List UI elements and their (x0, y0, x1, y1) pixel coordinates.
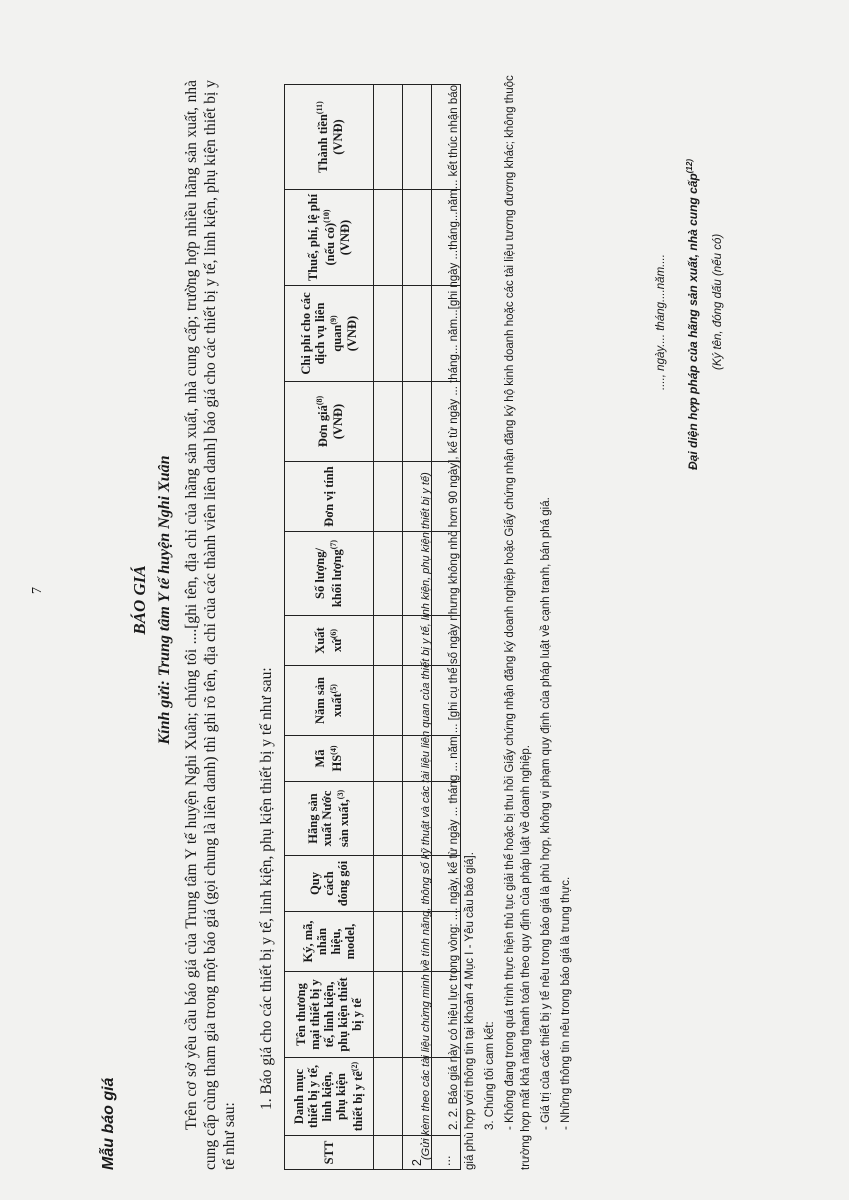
table-cell (374, 666, 403, 736)
addressee: Kính gửi: Trung tâm Y tế huyện Nghi Xuân (156, 455, 173, 745)
rotated-content (100, 30, 820, 1170)
row-number-cell: 2 (403, 1136, 432, 1170)
table-cell (374, 972, 403, 1058)
table-cell (403, 286, 432, 382)
document-title: BÁO GIÁ (130, 565, 149, 635)
table-cell (403, 190, 432, 286)
validity-paragraph: 2. 2. Báo giá này có hiệu lực trong vòng: .... ngày, kể từ ngày ... tháng ... năm ... [ghi cụ thể số ngày nhưng không nhỏ hơn 90 ngày], kể từ ngày ... tháng... năm...[ghi ngày ...tháng...năm... kết thúc nhận báo giá phù hợp với thông tin tại khoản 4 Mục I - Yêu cầu báo giá]. (448, 84, 476, 1170)
column-header: Mã HS$^{(4)}$ (285, 736, 374, 782)
table-cell (374, 462, 403, 532)
commitment-item-1: - Không đang trong quá trình thực hiện thủ tục giải thể hoặc bị thu hồi Giấy chứng nhận đăng ký doanh nghiệp hoặc Giấy chứng nhận đăng ký hộ kinh doanh hoặc các tài liệu tương đương khác; không thuộc trường hợp mất khả năng thanh toán theo quy định của pháp luật về doanh nghiệp. (504, 75, 532, 1170)
table-cell (374, 782, 403, 856)
column-header: Danh mục thiết bị y tế, linh kiện, phụ kiện thiết bị y tế$^{(2)}$ (285, 1058, 374, 1136)
column-header: Chi phí cho các dịch vụ liên quan$^{(9)}$ (VNĐ) (285, 286, 374, 382)
commitment-item-2: - Giá trị của các thiết bị y tế nêu trong báo giá là phù hợp, không vi phạm quy định của pháp luật về cạnh tranh, bán phá giá. (540, 497, 552, 1130)
row-number-cell (374, 1136, 403, 1170)
table-cell (374, 736, 403, 782)
column-header: Đơn vị tính (285, 462, 374, 532)
table-cell (403, 85, 432, 190)
table-cell (374, 85, 403, 190)
column-header: Quy cách đóng gói (285, 856, 374, 912)
column-header: Ký, mã, nhãn hiệu, model, (285, 912, 374, 972)
column-header: Đơn giá$^{(8)}$ (VNĐ) (285, 382, 374, 462)
table-cell (374, 1058, 403, 1136)
column-header: Hãng sản xuất Nước sản xuất,$^{(3)}$ (285, 782, 374, 856)
page-number: 7 (30, 587, 45, 594)
column-header: Năm sản xuất$^{(5)}$ (285, 666, 374, 736)
table-cell (374, 856, 403, 912)
sample-label: Mẫu báo giá (100, 1077, 117, 1170)
table-header-row (285, 85, 374, 1170)
table-cell (403, 382, 432, 462)
representative-title: Đại diện hợp pháp của hãng sản xuất, nhà cung cấp$^{(12)}$ (685, 159, 700, 470)
quote-table (284, 84, 461, 1170)
table-cell (374, 286, 403, 382)
table-cell (374, 616, 403, 666)
column-header: Xuất xứ$^{(6)}$ (285, 616, 374, 666)
attachments-note: (Gửi kèm theo các tài liệu chứng minh về tính năng, thông số kỹ thuật và các tài liệu liên quan của thiết bị y tế, linh kiện, phụ kiện thiết bị y tế) (420, 472, 432, 1160)
column-header: Thuế, phí, lệ phí (nếu có)$^{(10)}$ (VNĐ) (285, 190, 374, 286)
column-header: Tên thương mại thiết bị y tế, linh kiện, phụ kiện thiết bị y tế (285, 972, 374, 1058)
column-header: Số lượng/ khối lượng$^{(7)}$ (285, 532, 374, 616)
intro-paragraph: Trên cơ sở yêu cầu báo giá của Trung tâm Y tế huyện Nghi Xuân; chúng tôi ....[ghi tên, địa chỉ của hãng sản xuất, nhà cung cấp; trường hợp nhiều hãng sản xuất, nhà cung cấp cùng tham gia trong một báo giá (gọi chung là liên danh) thì ghi rõ tên, địa chỉ của các thành viên liên danh] báo giá cho các thiết bị y tế, linh kiện, phụ kiện thiết bị y tế như sau: (183, 80, 238, 1170)
table-row (374, 85, 403, 1170)
representative-note: (Ký tên, đóng dấu (nếu có) (712, 233, 724, 370)
date-line: ...., ngày.... tháng....năm.... (655, 254, 667, 390)
table-cell (374, 382, 403, 462)
table-cell (374, 190, 403, 286)
commitment-item-3: - Những thông tin nêu trong báo giá là trung thực. (560, 876, 572, 1130)
table-cell (374, 532, 403, 616)
row-number-cell: ... (432, 1136, 461, 1170)
commitment-heading: 3. Chúng tôi cam kết: (484, 1021, 496, 1130)
column-header: Thành tiền$^{(11)}$ (VNĐ) (285, 85, 374, 190)
table-cell (374, 912, 403, 972)
section-1-heading: 1. Báo giá cho các thiết bị y tế, linh kiện, phụ kiện thiết bị y tế như sau: (258, 667, 275, 1110)
column-header: STT (285, 1136, 374, 1170)
